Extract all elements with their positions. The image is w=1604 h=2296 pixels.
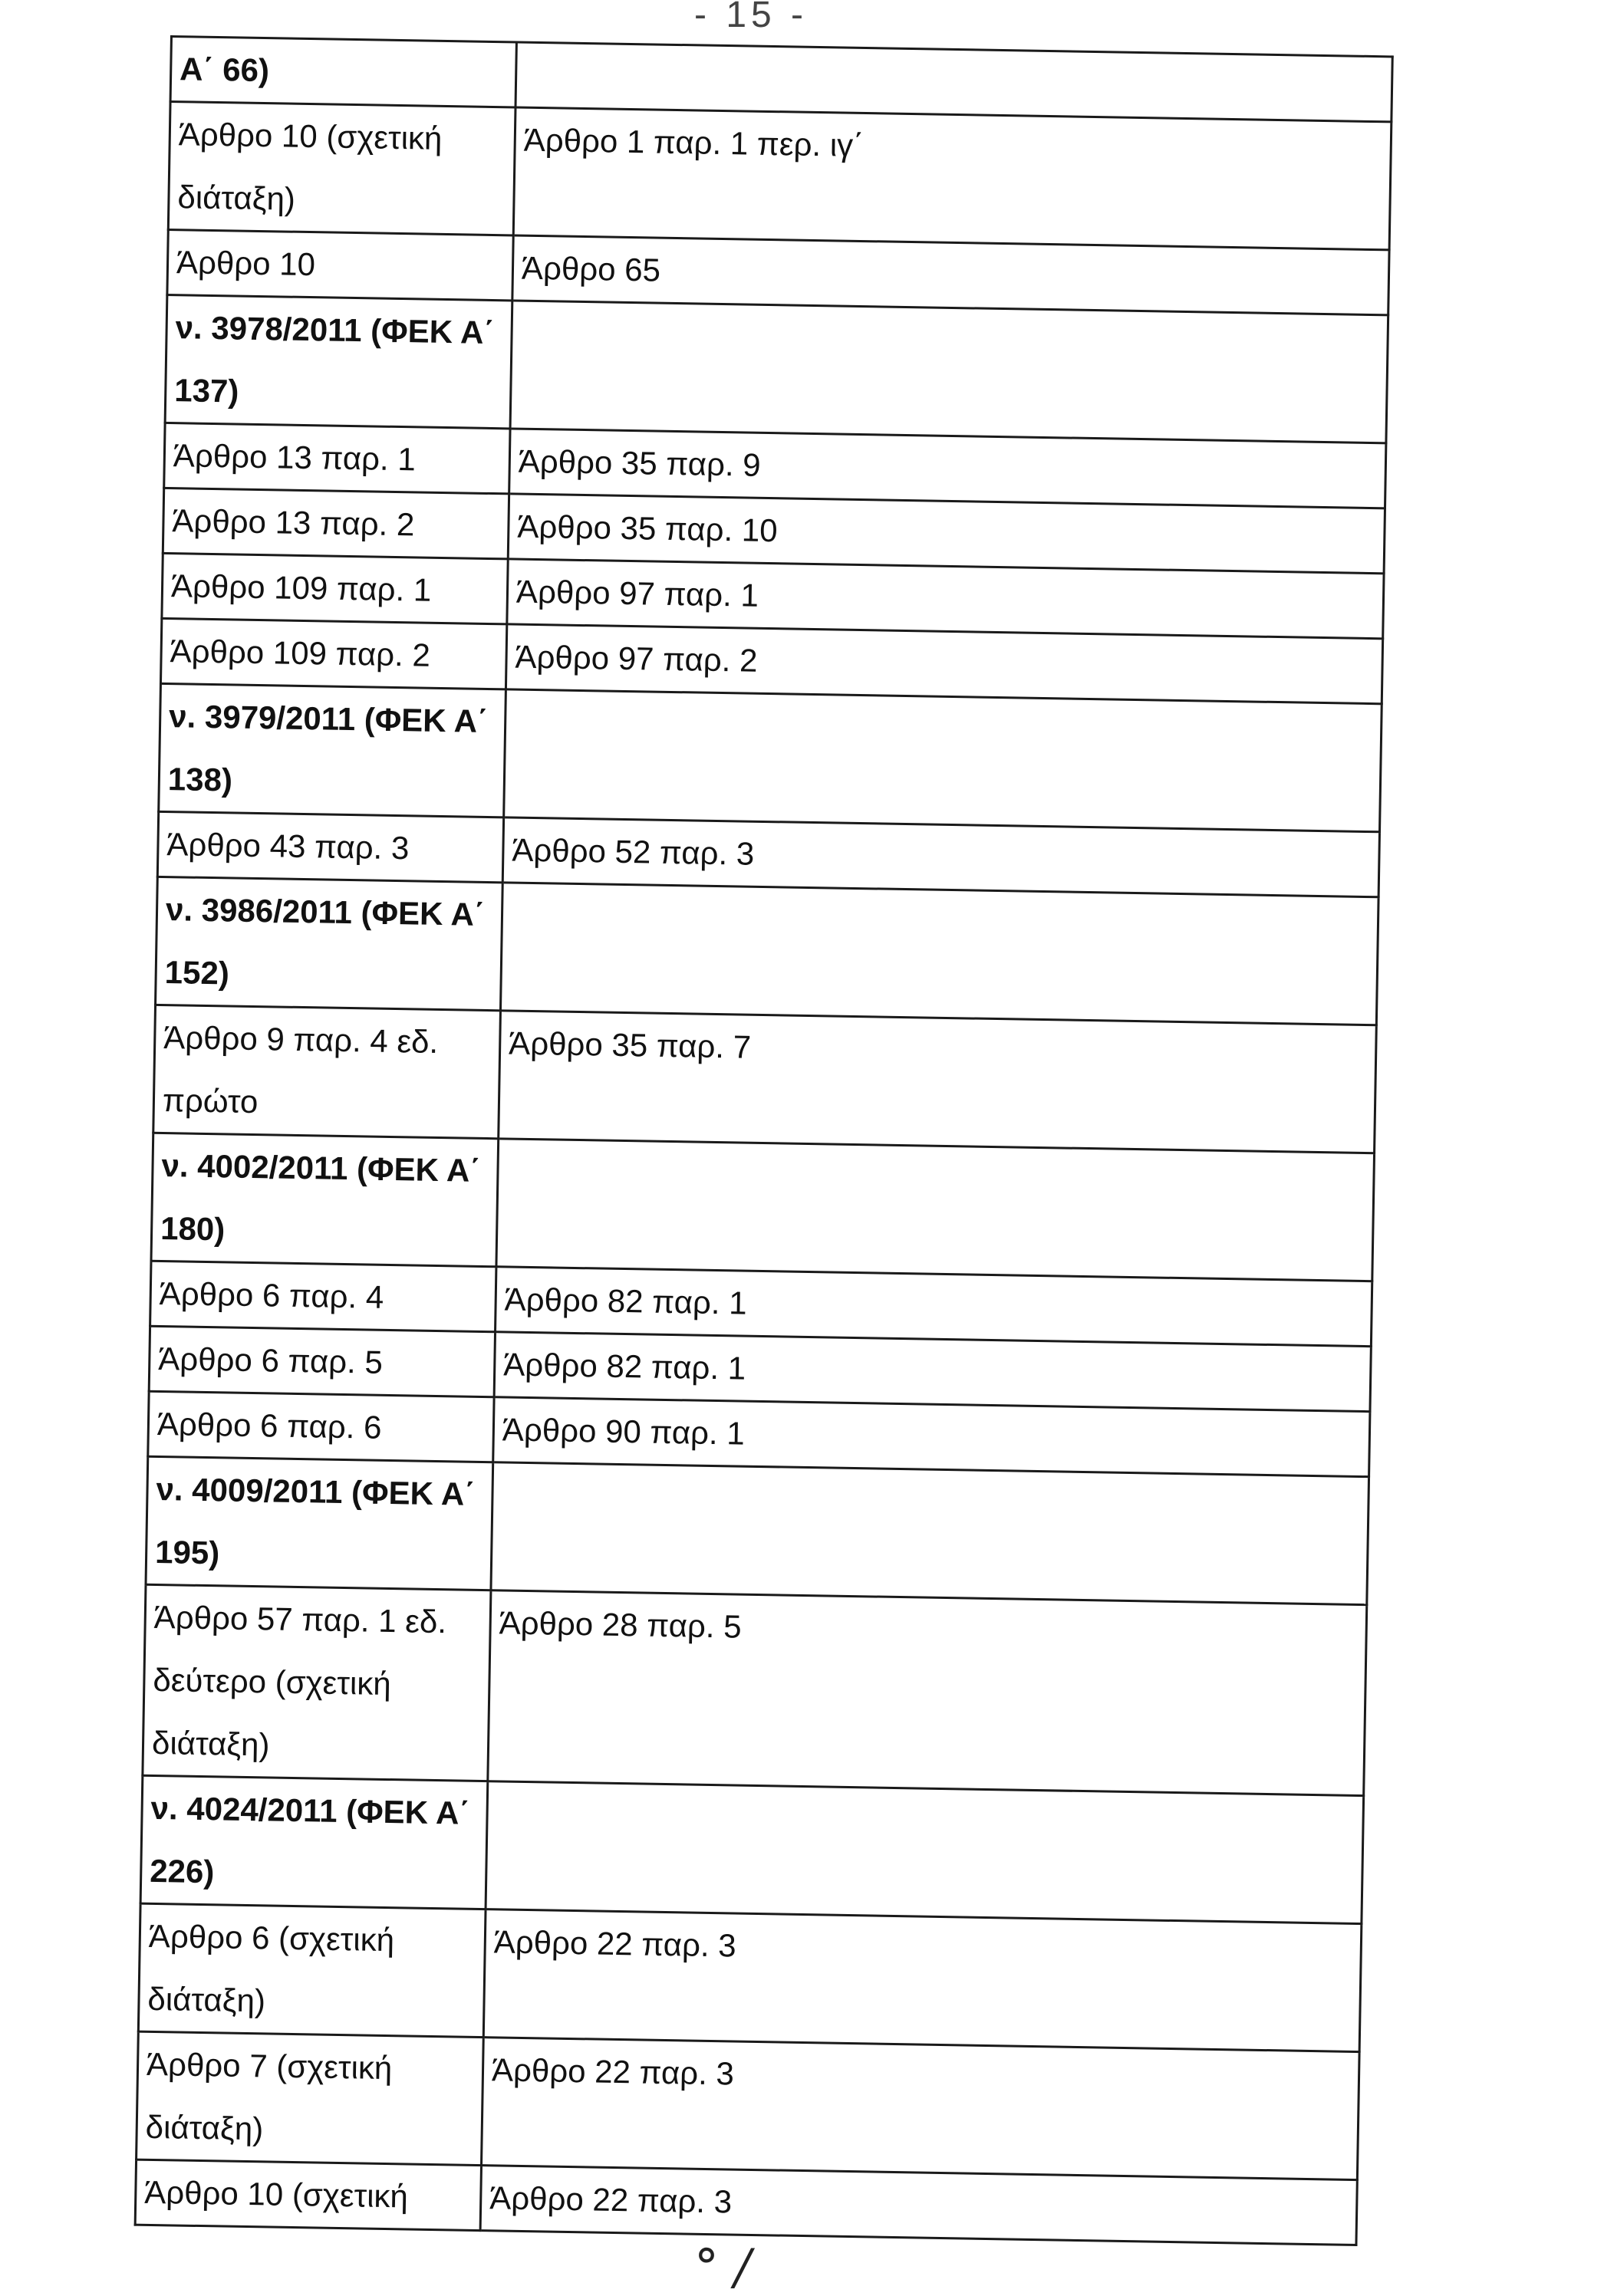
new-provision-cell: Άρθρο 35 παρ. 10 (508, 494, 1385, 574)
old-provision-cell: Άρθρο 6 παρ. 4 (150, 1261, 496, 1331)
old-provision-cell: Άρθρο 57 παρ. 1 εδ. δεύτερο (σχετική διάταξη) (143, 1584, 491, 1781)
law-header-row (165, 294, 1388, 442)
new-provision-cell: Άρθρο 52 παρ. 3 (502, 817, 1379, 897)
new-provision-cell (491, 1462, 1369, 1605)
law-header-row (146, 1456, 1369, 1604)
old-provision-cell: Άρθρο 109 παρ. 2 (160, 618, 506, 689)
correspondence-table (134, 35, 1394, 2246)
old-provision-cell: Άρθρο 6 παρ. 5 (149, 1326, 495, 1396)
old-provision-cell: Άρθρο 13 παρ. 2 (163, 488, 509, 558)
old-provision-cell: Άρθρο 6 (σχετική διάταξη) (138, 1903, 486, 2037)
new-provision-cell: Άρθρο 1 παρ. 1 περ. ιγ΄ (513, 107, 1392, 250)
law-reference-cell: ν. 4024/2011 (ΦΕΚ Α΄ 226) (140, 1775, 488, 1909)
new-provision-cell (504, 689, 1382, 832)
new-provision-cell: Άρθρο 22 παρ. 3 (482, 2038, 1360, 2180)
law-reference-cell: Α΄ 66) (170, 37, 516, 107)
correspondence-table-container (134, 35, 1392, 2246)
law-reference-cell: ν. 3979/2011 (ΦΕΚ Α΄ 138) (159, 683, 506, 817)
law-header-row (159, 683, 1382, 831)
old-provision-cell: Άρθρο 10 (σχετική διάταξη) (168, 102, 515, 235)
law-header-row (140, 1775, 1364, 1923)
law-reference-cell: ν. 4009/2011 (ΦΕΚ Α΄ 195) (146, 1456, 493, 1590)
new-provision-cell (496, 1139, 1375, 1281)
law-reference-cell: ν. 3986/2011 (ΦΕΚ Α΄ 152) (156, 877, 503, 1010)
new-provision-cell: Άρθρο 90 παρ. 1 (493, 1397, 1370, 1477)
new-provision-cell: Άρθρο 28 παρ. 5 (488, 1590, 1367, 1796)
new-provision-cell: Άρθρο 65 (512, 235, 1389, 315)
old-provision-cell: Άρθρο 109 παρ. 1 (162, 553, 508, 623)
old-provision-cell: Άρθρο 9 παρ. 4 εδ. πρώτο (153, 1005, 501, 1138)
table-row (153, 1005, 1377, 1153)
table-row (143, 1584, 1367, 1795)
table-row (137, 2031, 1360, 2179)
new-provision-cell: Άρθρο 35 παρ. 9 (509, 429, 1386, 508)
old-provision-cell: Άρθρο 7 (σχετική διάταξη) (137, 2031, 484, 2165)
page-number-mark: - 15 - (694, 0, 809, 35)
law-header-row (151, 1133, 1375, 1281)
table-row (168, 102, 1392, 250)
law-reference-cell: ν. 3978/2011 (ΦΕΚ Α΄ 137) (165, 294, 512, 428)
new-provision-cell: Άρθρο 22 παρ. 3 (483, 1909, 1362, 2052)
table-body (135, 37, 1392, 2245)
new-provision-cell: Άρθρο 22 παρ. 3 (480, 2166, 1357, 2245)
new-provision-cell: Άρθρο 82 παρ. 1 (496, 1267, 1372, 1347)
old-provision-cell: Άρθρο 13 παρ. 1 (164, 423, 510, 493)
new-provision-cell (486, 1781, 1364, 1924)
old-provision-cell: Άρθρο 10 (167, 229, 513, 300)
law-header-row (156, 877, 1379, 1025)
law-reference-cell: ν. 4002/2011 (ΦΕΚ Α΄ 180) (151, 1133, 499, 1266)
new-provision-cell (500, 883, 1378, 1025)
table-row (138, 1903, 1362, 2051)
handwritten-page-mark: ° / (694, 2239, 751, 2296)
new-provision-cell (510, 301, 1388, 443)
new-provision-cell: Άρθρο 97 παρ. 1 (507, 559, 1384, 639)
new-provision-cell: Άρθρο 35 παρ. 7 (499, 1011, 1377, 1153)
new-provision-cell: Άρθρο 97 παρ. 2 (506, 624, 1382, 704)
old-provision-cell: Άρθρο 10 (σχετική (135, 2159, 481, 2230)
old-provision-cell: Άρθρο 43 παρ. 3 (157, 811, 503, 882)
old-provision-cell: Άρθρο 6 παρ. 6 (148, 1391, 494, 1462)
new-provision-cell: Άρθρο 82 παρ. 1 (494, 1332, 1371, 1412)
